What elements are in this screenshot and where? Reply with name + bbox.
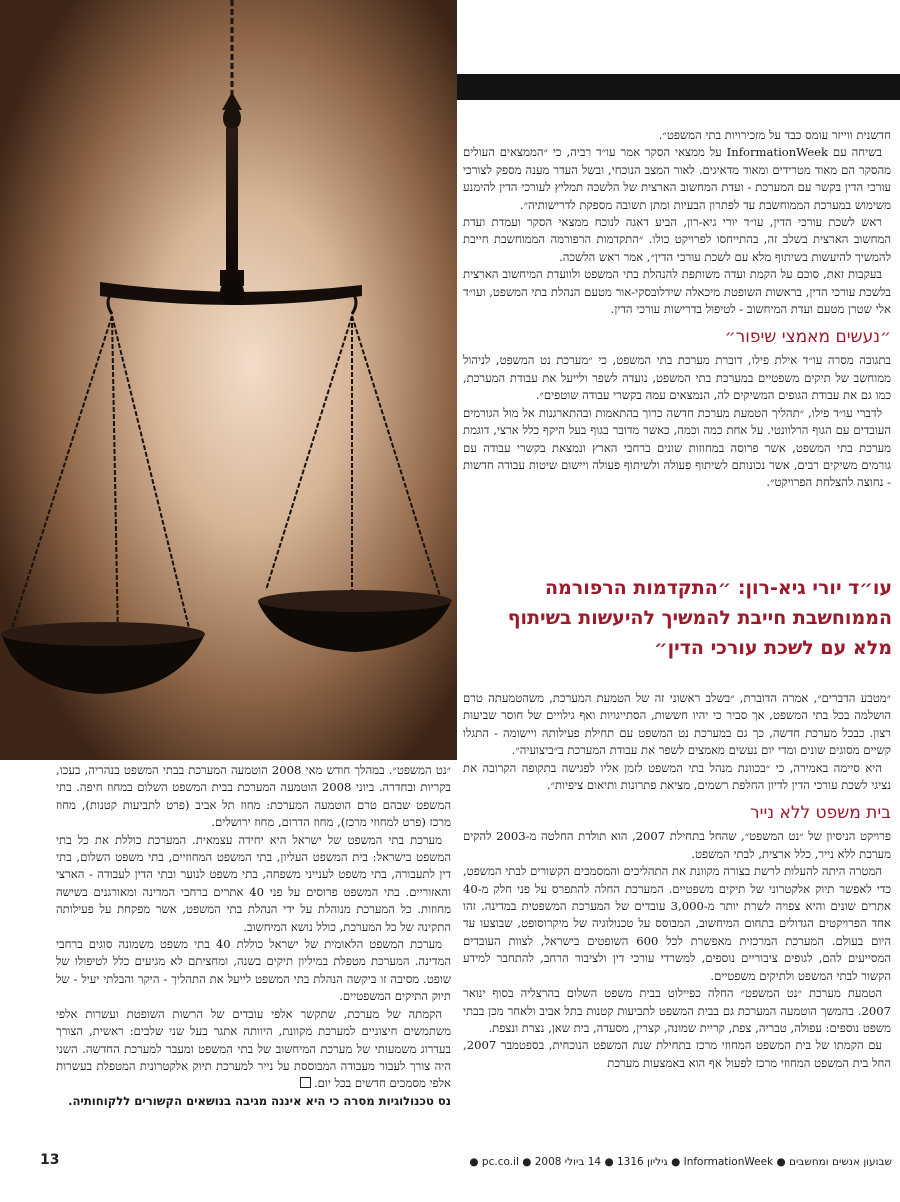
paragraph: פרויקט הניסיון של ״נט המשפט״, שהחל בתחילת 2007, הוא תולדת החלטה מ-2003 להקים מערכת ללא נייר, כלל ארצית, לבתי המשפט. (463, 829, 891, 861)
header-bar (457, 74, 900, 100)
paragraph: מערכת בתי המשפט של ישראל היא יחידה עצמאית. המערכת כוללת את כל בתי המשפט בישראל: בית המשפט העליון, בתי המשפט המחוזיים, בתי משפט השלום, בתי דין לתעבורה, בתי משפט לענייני משפחה, בתי משפט לנוער ובתי הדין לעבודה - הארצי והאזוריים. בתי המשפט פרוסים על פני 40 אתרים ברחבי המדינה ומאורגנים בשישה מחוזות. כל המערכת מנוהלת על ידי הנהלת בתי המשפט, אשר מפקחת על פעילותה התקינה של כל המערכת, כולל נושא המיחשוב. (56, 832, 451, 934)
paragraph: בעקבות זאת, סוכם על הקמת ועדה משותפת להנהלת בתי המשפט ולוועדת המיחשוב הארצית בלשכת עורכי הדין, בראשות השופטת מיכאלה שידלובסקי-אור מטעם הנהלת בתי המשפט, ועו״ד אלי שטרן מטעם ועדת המיחשוב - לטיפול בדרישות עורכי הדין. (463, 267, 891, 317)
pull-quote-line: מלא עם לשכת עורכי הדין״ (654, 637, 892, 659)
paragraph: בתגובה מסרה עו״ד אילת פילו, דוברת מערכת בתי המשפט, כי ״מערכת נט המשפט, לניהול ממוחשב של תיקים משפטיים במערכת בתי המשפט, נועדה לשפר ולייעל את עבודת המערכת, כמו גם את עבודת הגופים המשיקים לה, הנמצאים עמה בקשרי עבודה שוטפים״. (463, 353, 891, 403)
page-footer (40, 1153, 892, 1173)
pull-quote-line: עו״ד יורי גיא-רון: ״התקדמות הרפורמה (544, 577, 892, 599)
sub-heading: ״נעשים מאמצי שיפור״ (724, 327, 891, 348)
paragraph: היא סיימה באמירה, כי ״בכוונת מנהל בתי המשפט לזמן אליו לפגישה בתקופה הקרובה את נציגי לשכת עורכי הדין לדיון החלפת רשמים, מציאת פתרונות ותיאום ציפיות״. (463, 760, 891, 793)
paragraph: בשיחה עם InformationWeek על ממצאי הסקר אמר עו״ד רביה, כי ״הממצאים העולים מהסקר הם מאוד מטרידים ומאוד מדאיגים. לאור המצב הנוכחי, ובשל העדר מענה מספק לצורכי עורכי הדין בקשר עם המערכת - ועדת המחשוב הארצית של הלשכה תמליץ לעורכי הדין להימנע משימוש במערכת הממוחשבת עד לפתרון הבעיות ומתן תשובה מספקת לדרישותיה״. (463, 145, 891, 212)
paragraph: חדשנית ווייזר עומס כבד על מזכירויות בתי המשפט״. (658, 128, 891, 142)
article-column-left (56, 762, 451, 1110)
sub-heading: בית משפט ללא נייר (750, 803, 891, 824)
paragraph: מערכת המשפט הלאומית של ישראל כוללת 40 בתי משפט משמונה סוגים ברחבי המדינה. המערכת מטפלת במיליון תיקים בשנה, ומחציתם לא מגיעים כלל לטיפולו של שופט. מסיבה זו ביקשה הנהלת בתי המשפט לייעל את התהליך - היקר והבלתי יעיל - של תיוק התיקים המשפטיים. (56, 937, 451, 1004)
pull-quote (462, 573, 892, 663)
paragraph: עם הקמתו של בית המשפט המחוזי מרכז בתחילת שנת המשפט הנוכחית, בספטמבר 2007, החל בית המשפט המחוזי מרכז לפעול אף הוא באמצעות מערכת (463, 1038, 891, 1070)
paragraph (56, 1006, 451, 1093)
paragraph: הטמעת מערכת ״נט המשפט״ החלה כפיילוט בבית משפט השלום בהרצליה בסוף ינואר 2007. בהמשך הוטמעה המערכת גם בבית המשפט לתביעות קטנות בתל אביב ולאחר מכן בבתי משפט נוספים: עפולה, טבריה, צפת, קריית שמונה, קצרין, מסעדה, בית שאן, נצרת ונצפת. (463, 986, 891, 1035)
paragraph: לדברי עו״ד פילו, ״תהליך הטמעת מערכת חדשה כרוך בהתאמות ובהתארגנות אל מול הגורמים העובדים עם הגוף הרלוונטי. על אחת כמה וכמה, כאשר מדובר בגוף בעל היקף כלל ארצי, דוגמת מערכת בתי המשפט, אשר פרוסה במחוזות שונים ברחבי הארץ ונמצאת בקשרי עבודה עם גורמים משיקים רבים, אשר נכונותם לשיתוף פעולה ולשיתוף פעולה ויישום שיטות עבודה חדשות - נחוצה להצלחת הפרויקט״. (463, 405, 891, 490)
paragraph: המטרה היתה להעלות לרשת בצורה מקוונת את התהליכים והמסמכים הקשורים לבתי המשפט, כדי לאפשר תיוק אלקטרוני של תיקים משפטיים. המערכת החלה להתפרס על פני חלק מ-40 אתרים שונים והיא צפויה לשרת יותר מ-3,000 עובדים של המערכת המשפטית במדינה. זהו אחד הפרויקטים הגדולים בתחום המיחשוב, המבוסס על טכנולוגיה של מיקרוסופט, שבוצעו עד היום בעולם. המערכת המרכזית מאפשרת לכל 600 השופטים בישראל, לצוות העובדים המסייעים להם, לגופים ציבוריים נוספים, למשרדי עורכי דין ולציבור הרחב, להתחבר למידע הקשור לבתי המשפט ולתיקים משפטיים. (463, 864, 892, 983)
page-number: 13 (40, 1152, 60, 1168)
end-mark-icon (300, 1077, 311, 1088)
pull-quote-line: הממוחשבת חייבת להמשיך להיעשות בשיתוף (507, 607, 892, 629)
paragraph: ״מטבע הדברים״, אמרה הדוברת, ״בשלב ראשוני זה של הטמעת המערכת, משהטמעתה טרם הושלמה בכל בתי המשפט, אך סביר כי יהיו חששות, הסתייגויות ואף גילויים של חוסר שביעות רצון. כבכל מערכת חדשה, כך גם במערכת נט המשפט עם תחילת פעילותה ויישומה - התגלו קשיים מסוגים שונים ומדי יום נעשים מאמצים לשפר את עבודת המערכת ב״ביצועיה״. (463, 691, 891, 758)
scales-of-justice-photo (0, 0, 457, 760)
footer-text: שבועון אנשים ומחשבים ● InformationWeek ● גיליון 1316 ● 14 ביולי 2008 ● pc.co.il ● (469, 1156, 892, 1168)
paragraph: ״נט המשפט״. במהלך חודש מאי 2008 הוטמעה המערכת בבתי המשפט בנהריה, בעכו, בקריות ובחדרה. ביוני 2008 הוטמעה המערכת בבית המשפט השלום במחוז חיפה. בתי המשפט שבהם טרם הוטמעה המערכת: מחוז תל אביב (פרט לתביעות קטנות), מחוז מרכז (פרט למחוזי מרכז), מחוז הדרום, מחוז ירושלים. (56, 763, 451, 830)
paragraph-text: הקמתה של מערכת, שתקשר אלפי עובדים של הרשות השופטת ועשרות אלפי משתמשים חיצוניים למערכת מקוונת, היוותה אתגר בעל שני שלבים: ראשית, הצורך בעדרוג משמעותי של מערכת המיחשוב של בתי המשפט ומעבר למערכת החדשה. השני היה צורך לעבור מעבודה המבוססת על נייר למערכת תיוק אלקטרונית המטפלת בעשרות אלפי מסמכים חדשים בכל יום. (56, 1006, 451, 1091)
article-column-right-bottom (463, 690, 891, 1072)
closing-note: נס טכנולוגיות מסרה כי היא איננה מגיבה בנושאים הקשורים ללקוחותיה. (68, 1093, 451, 1108)
paragraph: ראש לשכת עורכי הדין, עו״ד יורי גיא-רון, הביע דאגה לנוכח ממצאי הסקר ועמדת ועדת המחשוב הארצית בשלב זה, בהתייחסו לפרויקט כולו. ״התקדמות הרפורמה הממוחשבת חייבת להמשיך להיעשות בשיתוף מלא עם לשכת עורכי הדין״, אמר ראש הלשכה. (463, 215, 891, 264)
article-column-right-top (463, 127, 891, 492)
